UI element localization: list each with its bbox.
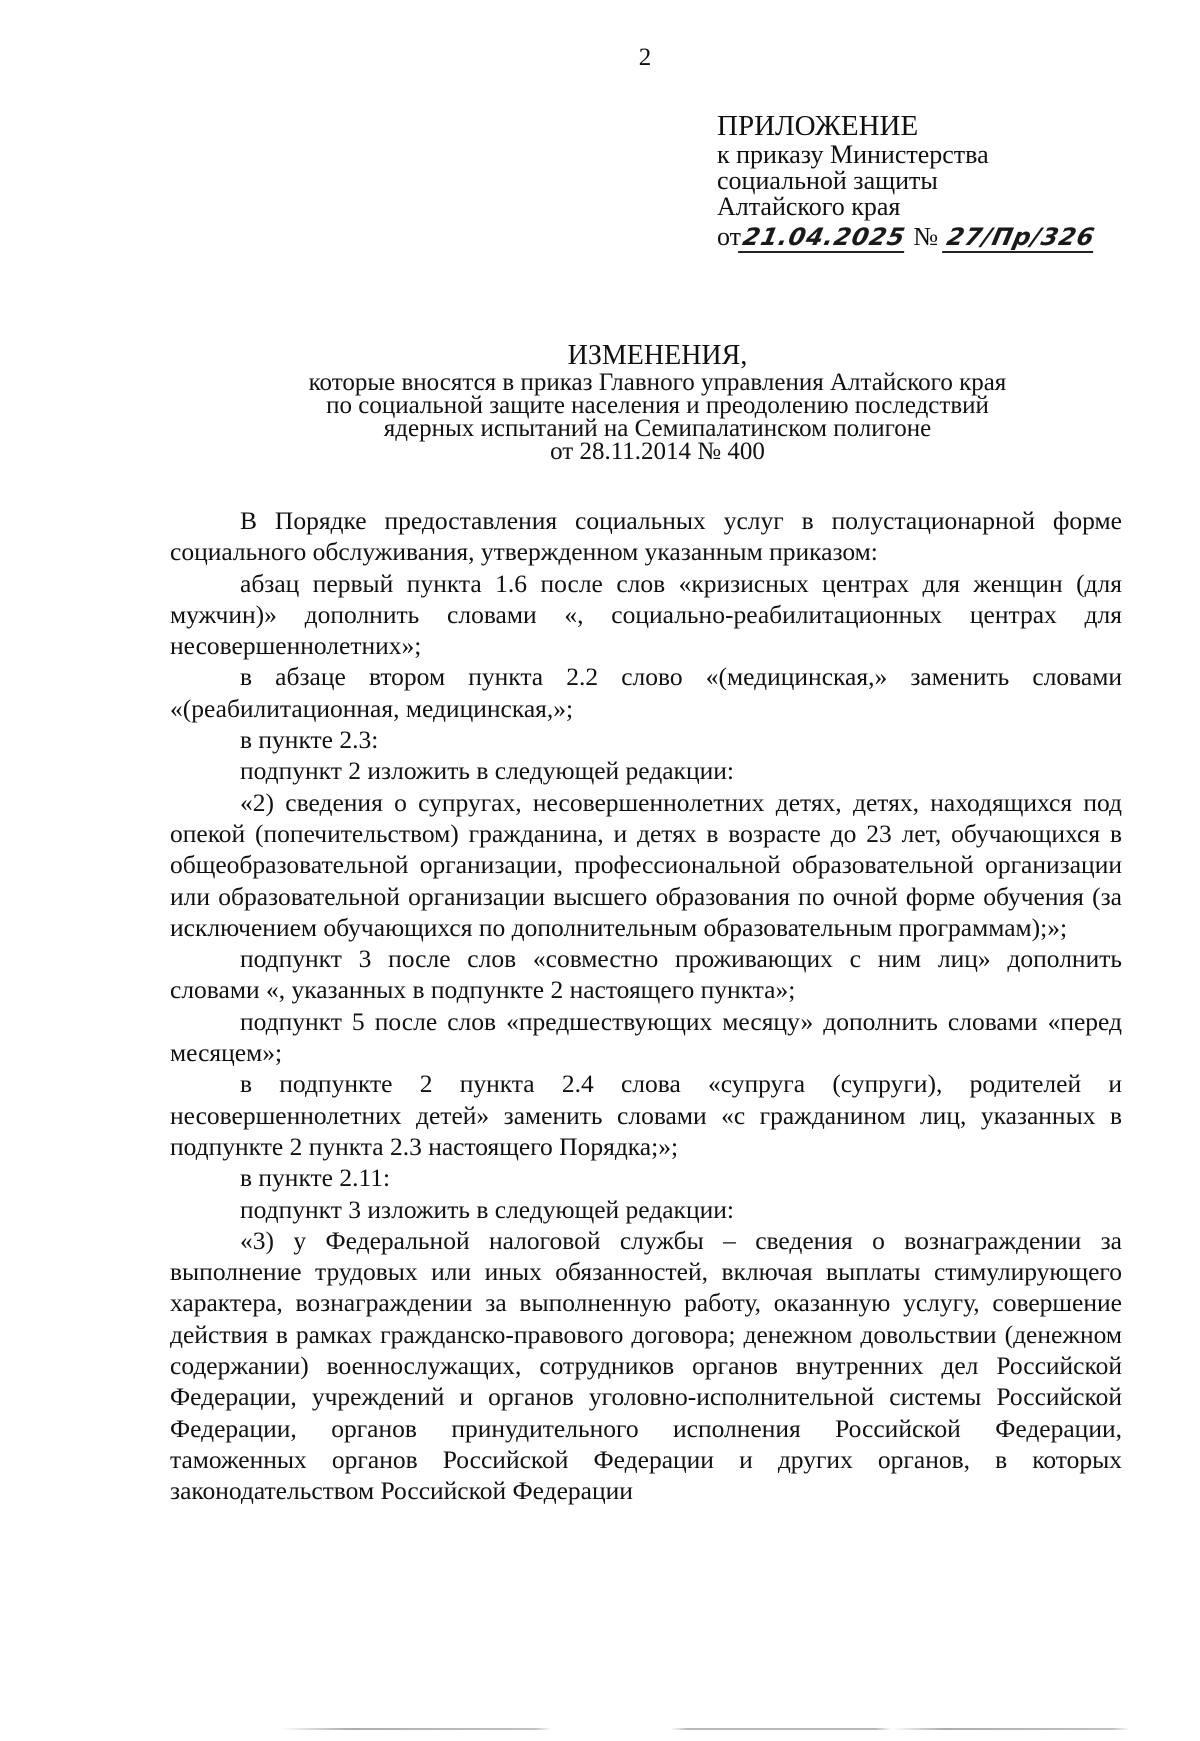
appendix-block <box>717 110 1187 253</box>
paragraph-subitem-3: подпункт 3 после слов «совместно проживающих с ним лиц» дополнить словами «, указанных в подпункте 2 настоящего пункта»; <box>170 944 1122 1005</box>
appendix-line-region: Алтайского края <box>717 192 901 221</box>
handwritten-number: 27/Пр/326 <box>942 224 1099 253</box>
document-heading <box>230 340 1085 463</box>
appendix-title: ПРИЛОЖЕНИЕ <box>717 110 919 142</box>
paragraph-2-2: в абзаце втором пункта 2.2 слово «(медицинская,» заменить словами «(реабилитационная, медицинская,»; <box>170 662 1122 723</box>
paragraph-2-11-heading: в пункте 2.11: <box>240 1163 391 1193</box>
appendix-date-number <box>717 224 1187 253</box>
document-title: ИЗМЕНЕНИЯ, <box>567 340 748 371</box>
paragraph-subitem-2-intro: подпункт 2 изложить в следующей редакции: <box>240 756 734 786</box>
number-sign: № <box>913 222 939 251</box>
paragraph-2-3-heading: в пункте 2.3: <box>240 725 379 755</box>
paragraph-2-4: в подпункте 2 пункта 2.4 слова «супруга (супруги), родителей и несовершеннолетних детей» заменить словами «с гражданином лиц, указанных в подпункте 2 пункта 2.3 настоящего Порядка;»; <box>170 1069 1122 1161</box>
paragraph-1-6: абзац первый пункта 1.6 после слов «кризисных центрах для женщин (для мужчин)» дополнить словами «, социально-реабилитационных центрах для несовершеннолетних»; <box>170 568 1122 661</box>
heading-line-1: которые вносятся в приказ Главного управления Алтайского края <box>308 369 1007 396</box>
scan-edge-line <box>280 1728 1130 1730</box>
heading-line-2: по социальной защите населения и преодолению последствий <box>326 392 989 419</box>
paragraph-intro: В Порядке предоставления социальных услуг в полустационарной форме социального обслуживания, утвержденном указанным приказом: <box>170 506 1122 567</box>
heading-line-3: ядерных испытаний на Семипалатинском полигоне <box>383 415 932 442</box>
date-prefix: от <box>717 222 742 251</box>
paragraph-subitem-5: подпункт 5 после слов «предшествующих месяцу» дополнить словами «перед месяцем»; <box>170 1006 1122 1068</box>
heading-line-4: от 28.11.2014 № 400 <box>550 438 765 465</box>
page-number: 2 <box>638 44 652 71</box>
document-body <box>170 505 1122 1507</box>
handwritten-date: 21.04.2025 <box>738 224 910 253</box>
appendix-line-ministry: социальной защиты <box>717 166 938 195</box>
appendix-line-order: к приказу Министерства <box>717 140 989 169</box>
paragraph-subitem-3-intro: подпункт 3 изложить в следующей редакции: <box>240 1194 734 1224</box>
paragraph-subitem-3-text: «3) у Федеральной налоговой службы – сведения о вознаграждении за выполнение трудовых или иных обязанностей, включая выплаты стимулирующего характера, вознаграждении за выполненную работу, оказанную услугу, совершение действия в рамках гражданско-правового договора; денежном довольствии (денежном содержании) военнослужащих, сотрудников органов внутренних дел Российской Федерации, учреждений и органов уголовно-исполнительной системы Российской Федерации, органов принудительного исполнения Российской Федерации, таможенных органов Российской Федерации и других органов, в которых законодательством Российской Федерации <box>170 1225 1122 1506</box>
paragraph-subitem-2-text: «2) сведения о супругах, несовершеннолетних детях, детях, находящихся под опекой (попечительством) гражданина, и детях в возрасте до 23 лет, обучающихся в общеобразовательной организации, профессиональной образовательной организации или образовательной организации высшего образования по очной форме обучения (за исключением обучающихся по дополнительным образовательным программам);»; <box>170 787 1122 942</box>
